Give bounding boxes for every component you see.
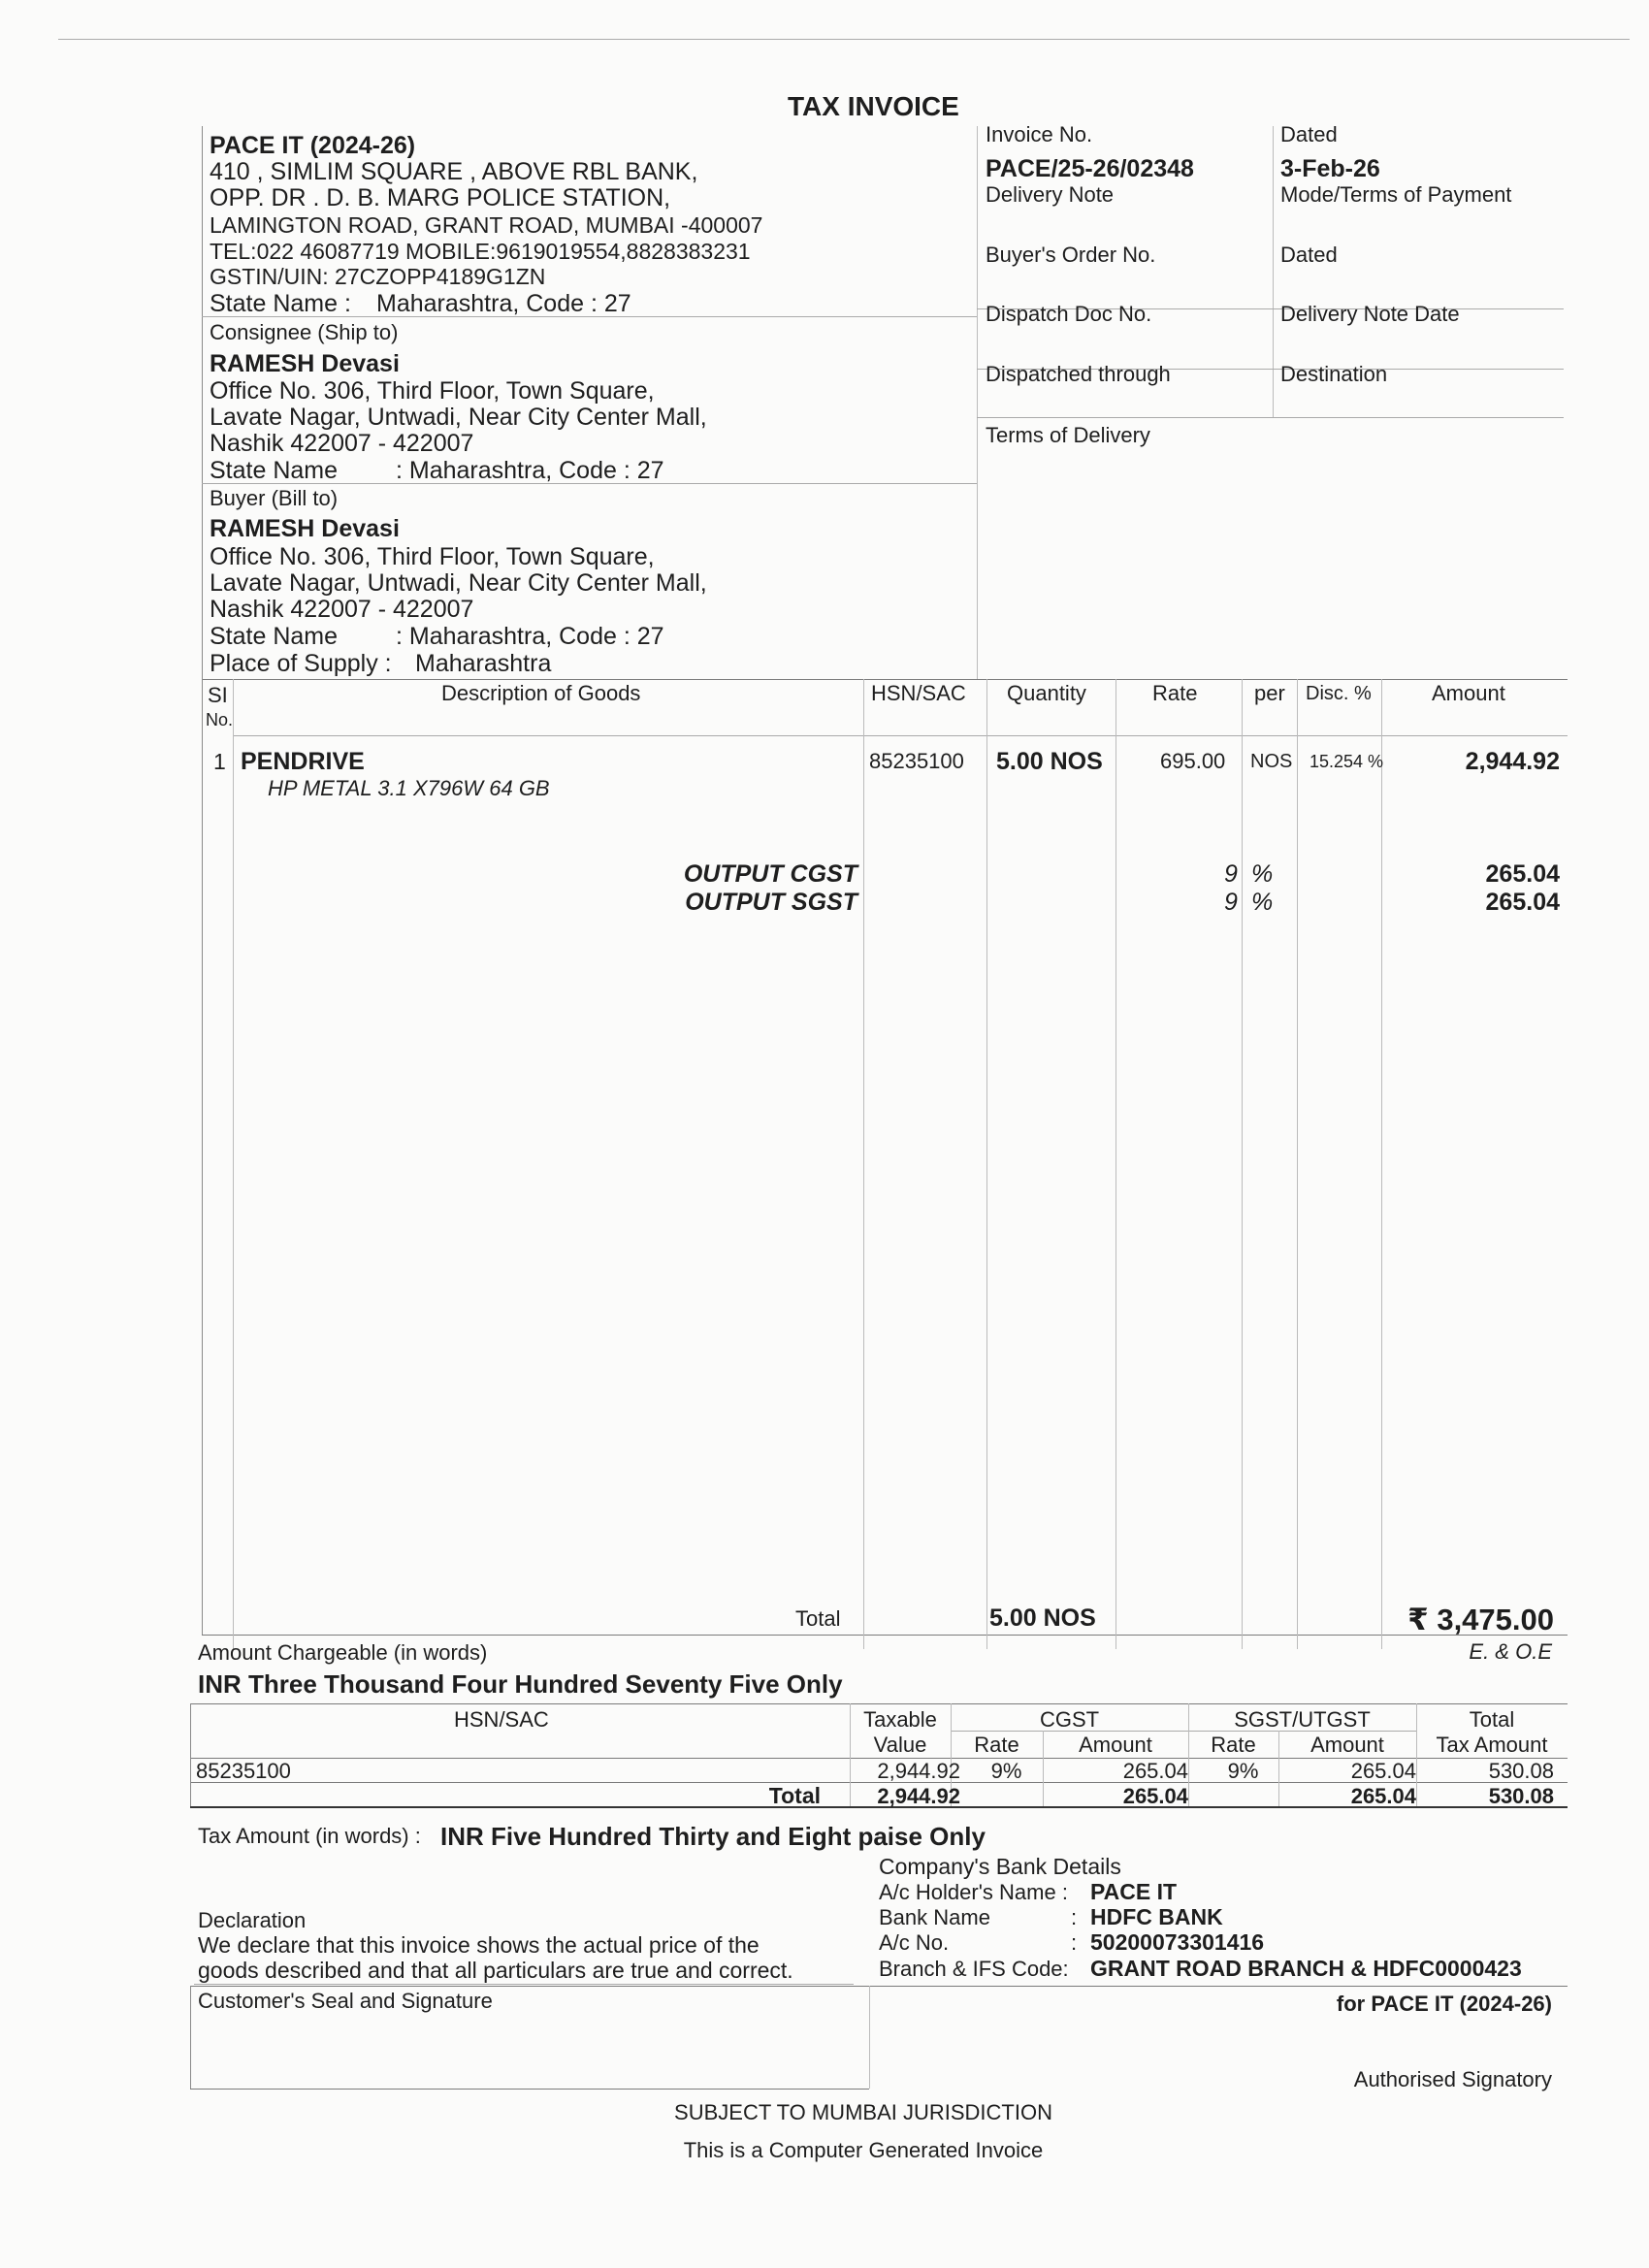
col-header-quantity: Quantity (1007, 681, 1086, 705)
seller-address-line: LAMINGTON ROAD, GRANT ROAD, MUMBAI -400007 (210, 212, 763, 238)
col-divider (233, 679, 234, 1649)
item-per: NOS (1250, 751, 1293, 772)
bank-title: Company's Bank Details (879, 1854, 1121, 1879)
tax-cgst-amount: 265.04 (1485, 860, 1560, 888)
buyer-address-line: Nashik 422007 - 422007 (210, 596, 474, 623)
place-of-supply-label: Place of Supply : (210, 650, 392, 677)
items-table-top (202, 679, 1568, 680)
bank-name-sep: : (1071, 1905, 1078, 1929)
summary-header-total: Total (1469, 1707, 1515, 1732)
tax-cgst-name: OUTPUT CGST (683, 860, 857, 888)
item-detail: HP METAL 3.1 X796W 64 GB (268, 776, 550, 800)
dispatched-through-label: Dispatched through (986, 362, 1171, 386)
summary-header-taxable-value: Value (873, 1733, 927, 1757)
tax-words-label: Tax Amount (in words) : (198, 1824, 421, 1848)
customer-seal-label: Customer's Seal and Signature (198, 1989, 493, 2013)
buyer-label: Buyer (Bill to) (210, 486, 339, 510)
consignee-state-label: State Name (210, 457, 339, 484)
summary-row-total: 530.08 (1488, 1759, 1554, 1783)
signature-divider (869, 1986, 870, 2089)
summary-row-cgst-rate: 9% (990, 1759, 1022, 1783)
eoe-note: E. & O.E (1469, 1639, 1552, 1664)
scan-edge (58, 39, 1630, 40)
col-header-disc: Disc. % (1306, 683, 1372, 704)
bank-name-label: Bank Name (879, 1905, 990, 1929)
bank-acno-label: A/c No. (879, 1930, 950, 1955)
seller-address-line: 410 , SIMLIM SQUARE , ABOVE RBL BANK, (210, 158, 698, 185)
delivery-note-label: Delivery Note (986, 182, 1115, 207)
col-divider (986, 679, 987, 1649)
bank-holder: PACE IT (1090, 1879, 1178, 1904)
order-dated-label: Dated (1280, 243, 1338, 267)
seller-name: PACE IT (2024-26) (210, 132, 416, 159)
buyer-address-line: Office No. 306, Third Floor, Town Square, (210, 543, 655, 570)
delivery-note-date-label: Delivery Note Date (1280, 302, 1460, 326)
col-header-amount: Amount (1432, 681, 1505, 705)
destination-label: Destination (1280, 362, 1388, 386)
summary-row-sgst-amount: 265.04 (1350, 1759, 1416, 1783)
bank-branch-label: Branch & IFS Code: (879, 1957, 1069, 1981)
consignee-address-line: Nashik 422007 - 422007 (210, 430, 474, 457)
consignee-address-line: Lavate Nagar, Untwadi, Near City Center Mall, (210, 404, 707, 431)
signature-top (190, 1986, 1568, 1987)
for-company-label: for PACE IT (2024-26) (1336, 1992, 1552, 2016)
items-header-bottom (233, 735, 1568, 736)
buyers-order-label: Buyer's Order No. (986, 243, 1156, 267)
bank-acno-sep: : (1071, 1930, 1078, 1955)
terms-delivery-label: Terms of Delivery (986, 423, 1150, 447)
item-rate: 695.00 (1160, 749, 1226, 773)
col-header-sl-no: No. (206, 710, 234, 729)
authorised-signatory: Authorised Signatory (1353, 2067, 1552, 2091)
summary-header-cgst: CGST (1039, 1707, 1100, 1732)
tax-words-value: INR Five Hundred Thirty and Eight paise Only (440, 1822, 986, 1851)
summary-header-taxable: Taxable (863, 1707, 937, 1732)
consignee-address-line: Office No. 306, Third Floor, Town Square, (210, 377, 655, 405)
summary-total-tax: 530.08 (1488, 1784, 1554, 1808)
total-label: Total (795, 1606, 841, 1631)
bank-name: HDFC BANK (1090, 1904, 1223, 1929)
header-left-border (202, 126, 203, 679)
buyer-name: RAMESH Devasi (210, 515, 400, 542)
seller-state-label: State Name : (210, 290, 351, 317)
buyer-address-line: Lavate Nagar, Untwadi, Near City Center Mall, (210, 569, 707, 597)
consignee-name: RAMESH Devasi (210, 350, 400, 377)
bank-holder-label: A/c Holder's Name : (879, 1880, 1068, 1904)
tax-sgst-name: OUTPUT SGST (685, 889, 857, 916)
invoice-title: TAX INVOICE (788, 91, 959, 121)
dated-label: Dated (1280, 122, 1338, 146)
tax-sgst-rate: 9 (1224, 889, 1238, 916)
summary-row-sgst-rate: 9% (1227, 1759, 1259, 1783)
buyer-state-value: : Maharashtra, Code : 27 (396, 623, 664, 650)
tax-cgst-unit: % (1251, 860, 1274, 888)
bank-branch: GRANT ROAD BRANCH & HDFC0000423 (1090, 1956, 1522, 1981)
tax-sgst-amount: 265.04 (1485, 889, 1560, 916)
summary-header-cgst-rate: Rate (974, 1733, 1019, 1757)
summary-top (190, 1703, 1568, 1704)
summary-total-label: Total (768, 1783, 821, 1808)
place-of-supply-value: Maharashtra (415, 650, 552, 677)
item-hsn: 85235100 (869, 749, 964, 773)
invoice-date: 3-Feb-26 (1280, 155, 1380, 182)
consignee-state-value: : Maharashtra, Code : 27 (396, 457, 664, 484)
item-disc: 15.254 % (1310, 752, 1384, 771)
divider (202, 483, 977, 484)
summary-row-cgst-amount: 265.04 (1122, 1759, 1188, 1783)
item-quantity: 5.00 NOS (996, 748, 1103, 775)
col-divider (1297, 679, 1298, 1649)
declaration-line: goods described and that all particulars are true and correct. (198, 1958, 793, 1983)
seller-address-line: OPP. DR . D. B. MARG POLICE STATION, (210, 184, 671, 211)
amount-words-value: INR Three Thousand Four Hundred Seventy Five Only (198, 1669, 843, 1699)
jurisdiction-note: SUBJECT TO MUMBAI JURISDICTION (674, 2100, 1052, 2124)
tax-sgst-unit: % (1251, 889, 1274, 916)
dispatch-doc-label: Dispatch Doc No. (986, 302, 1152, 326)
total-quantity: 5.00 NOS (989, 1604, 1096, 1632)
item-name: PENDRIVE (241, 748, 365, 775)
summary-header-sgst-amount: Amount (1310, 1733, 1384, 1757)
declaration-underline (194, 1984, 854, 1985)
seller-phone: TEL:022 46087719 MOBILE:9619019554,8828383231 (210, 239, 751, 264)
item-amount: 2,944.92 (1465, 748, 1560, 775)
col-header-hsn: HSN/SAC (871, 681, 966, 705)
col-divider (863, 679, 864, 1649)
invoice-no: PACE/25-26/02348 (986, 155, 1194, 182)
declaration-label: Declaration (198, 1908, 307, 1932)
summary-row-taxable: 2,944.92 (877, 1759, 960, 1783)
tax-cgst-rate: 9 (1224, 860, 1238, 888)
items-left-border (202, 679, 203, 1635)
summary-header-cgst-amount: Amount (1079, 1733, 1152, 1757)
meta-col-divider (1273, 126, 1274, 417)
col-header-sl: SI (208, 683, 228, 707)
item-sl: 1 (213, 749, 226, 774)
signature-bottom (190, 2089, 869, 2090)
declaration-line: We declare that this invoice shows the actual price of the (198, 1932, 760, 1958)
header-mid-divider (977, 126, 978, 679)
col-header-rate: Rate (1152, 681, 1198, 705)
summary-header-hsn: HSN/SAC (454, 1707, 549, 1732)
summary-header-sgst-rate: Rate (1211, 1733, 1256, 1757)
summary-total-cgst: 265.04 (1122, 1784, 1188, 1808)
buyer-state-label: State Name (210, 623, 339, 650)
summary-total-taxable: 2,944.92 (877, 1784, 960, 1808)
seller-gstin: GSTIN/UIN: 27CZOPP4189G1ZN (210, 264, 546, 289)
summary-row-hsn: 85235100 (196, 1759, 291, 1783)
col-header-per: per (1254, 681, 1285, 705)
summary-header-sgst: SGST/UTGST (1234, 1707, 1371, 1732)
consignee-label: Consignee (Ship to) (210, 320, 399, 344)
signature-left-border (190, 1986, 191, 2089)
summary-header-total-tax: Tax Amount (1436, 1733, 1548, 1757)
mode-terms-label: Mode/Terms of Payment (1280, 182, 1512, 207)
col-header-description: Description of Goods (441, 681, 641, 705)
bank-acno: 50200073301416 (1090, 1929, 1265, 1955)
seller-state-value: Maharashtra, Code : 27 (376, 290, 631, 317)
col-divider (1381, 679, 1382, 1649)
amount-words-label: Amount Chargeable (in words) (198, 1640, 488, 1665)
summary-left-border (190, 1703, 191, 1806)
total-amount: ₹ 3,475.00 (1407, 1603, 1554, 1636)
invoice-no-label: Invoice No. (986, 122, 1093, 146)
summary-total-sgst: 265.04 (1350, 1784, 1416, 1808)
computer-generated-note: This is a Computer Generated Invoice (683, 2138, 1044, 2162)
meta-row-line (977, 417, 1564, 418)
col-divider (1242, 679, 1243, 1649)
divider (202, 316, 977, 317)
